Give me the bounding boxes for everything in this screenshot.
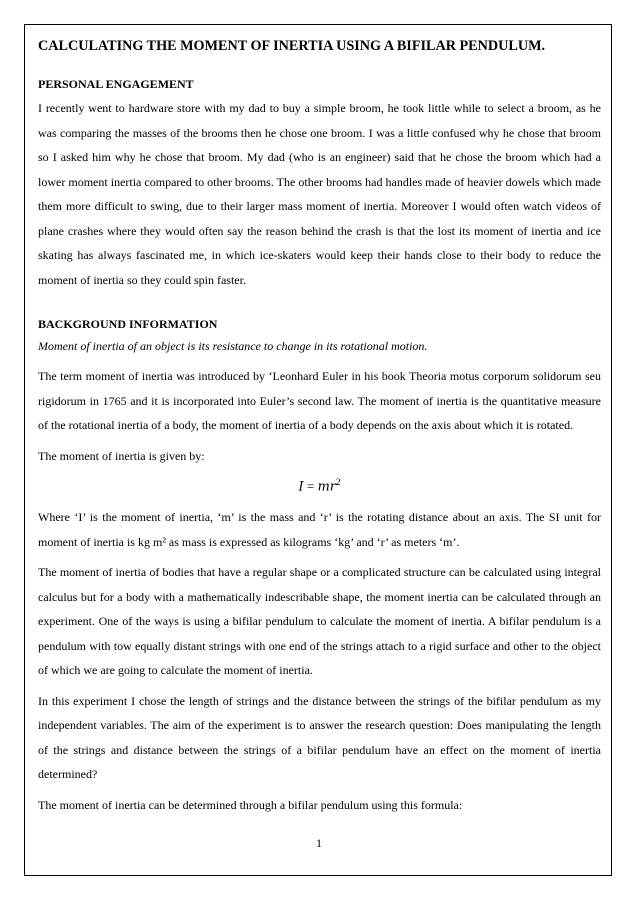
document-body — [38, 36, 601, 817]
background-paragraph-5: The moment of inertia can be determined through a bifilar pendulum using this formula: — [38, 797, 463, 812]
background-paragraph-1: The term moment of inertia was introduced by ‘Leonhard Euler in his book Theoria motus corporum solidorum seu rigidorum in 1765 and it is incorporated into Euler’s second law. The moment of inertia is the quantitative measure of the rotational inertia of a body, the moment of inertia of a body depends on the axis about which it is rotated. — [38, 369, 601, 432]
definition-text: Moment of inertia of an object is its resistance to change in its rotational motion. — [38, 339, 428, 353]
personal-engagement-heading: PERSONAL ENGAGEMENT — [38, 77, 194, 91]
background-paragraph-2: Where ‘I’ is the moment of inertia, ‘m’ is the mass and ‘r’ is the rotating distance about an axis. The SI unit for moment of inertia is kg m² as mass is expressed as kilograms ‘kg’ and ‘r’ as meters ‘m’. — [38, 510, 601, 549]
background-heading: BACKGROUND INFORMATION — [38, 317, 218, 331]
formula-exponent: 2 — [336, 477, 341, 487]
formula-rhs: mr — [317, 479, 337, 495]
page-number: 1 — [316, 836, 322, 850]
formula-lhs: I — [298, 479, 304, 495]
formula-equals: = — [303, 478, 318, 494]
formula-intro: The moment of inertia is given by: — [38, 448, 205, 463]
moment-of-inertia-formula — [38, 473, 601, 496]
personal-engagement-paragraph: I recently went to hardware store with my dad to buy a simple broom, he took little while to select a broom, as he was comparing the masses of the brooms then he chose one broom. I was a little confused why he chose that broom so I asked him why he chose that broom. My dad (who is an engineer) said that he chose the broom which had a lower moment inertia compared to other brooms. The other brooms had handles made of heavier dowels which made them more difficult to swing, due to their larger mass moment of inertia. Moreover I would often watch videos of plane crashes where they would often say the reason behind the crash is that the lost its moment of inertia and ice skating has always fascinated me, in which ice-skaters would keep their hands close to their body to reduce the moment of inertia so they could spin faster. — [38, 101, 601, 287]
background-paragraph-3: The moment of inertia of bodies that have a regular shape or a complicated structure can be calculated using integral calculus but for a body with a mathematically indescribable shape, the moment inertia can be calculated through an experiment. One of the ways is using a bifilar pendulum to calculate the moment of inertia. A bifilar pendulum is a pendulum with tow equally distant strings with one end of the strings attach to a rigid surface and other to the object of which we are going to calculate the moment of inertia. — [38, 565, 601, 678]
document-title: CALCULATING THE MOMENT OF INERTIA USING A BIFILAR PENDULUM. — [38, 38, 546, 54]
background-paragraph-4: In this experiment I chose the length of strings and the distance between the strings of the bifilar pendulum as my independent variables. The aim of the experiment is to answer the research question: Does manipulating the length of the strings and distance between the strings of a bifilar pendulum have an effect on the moment of inertia determined? — [38, 693, 601, 782]
